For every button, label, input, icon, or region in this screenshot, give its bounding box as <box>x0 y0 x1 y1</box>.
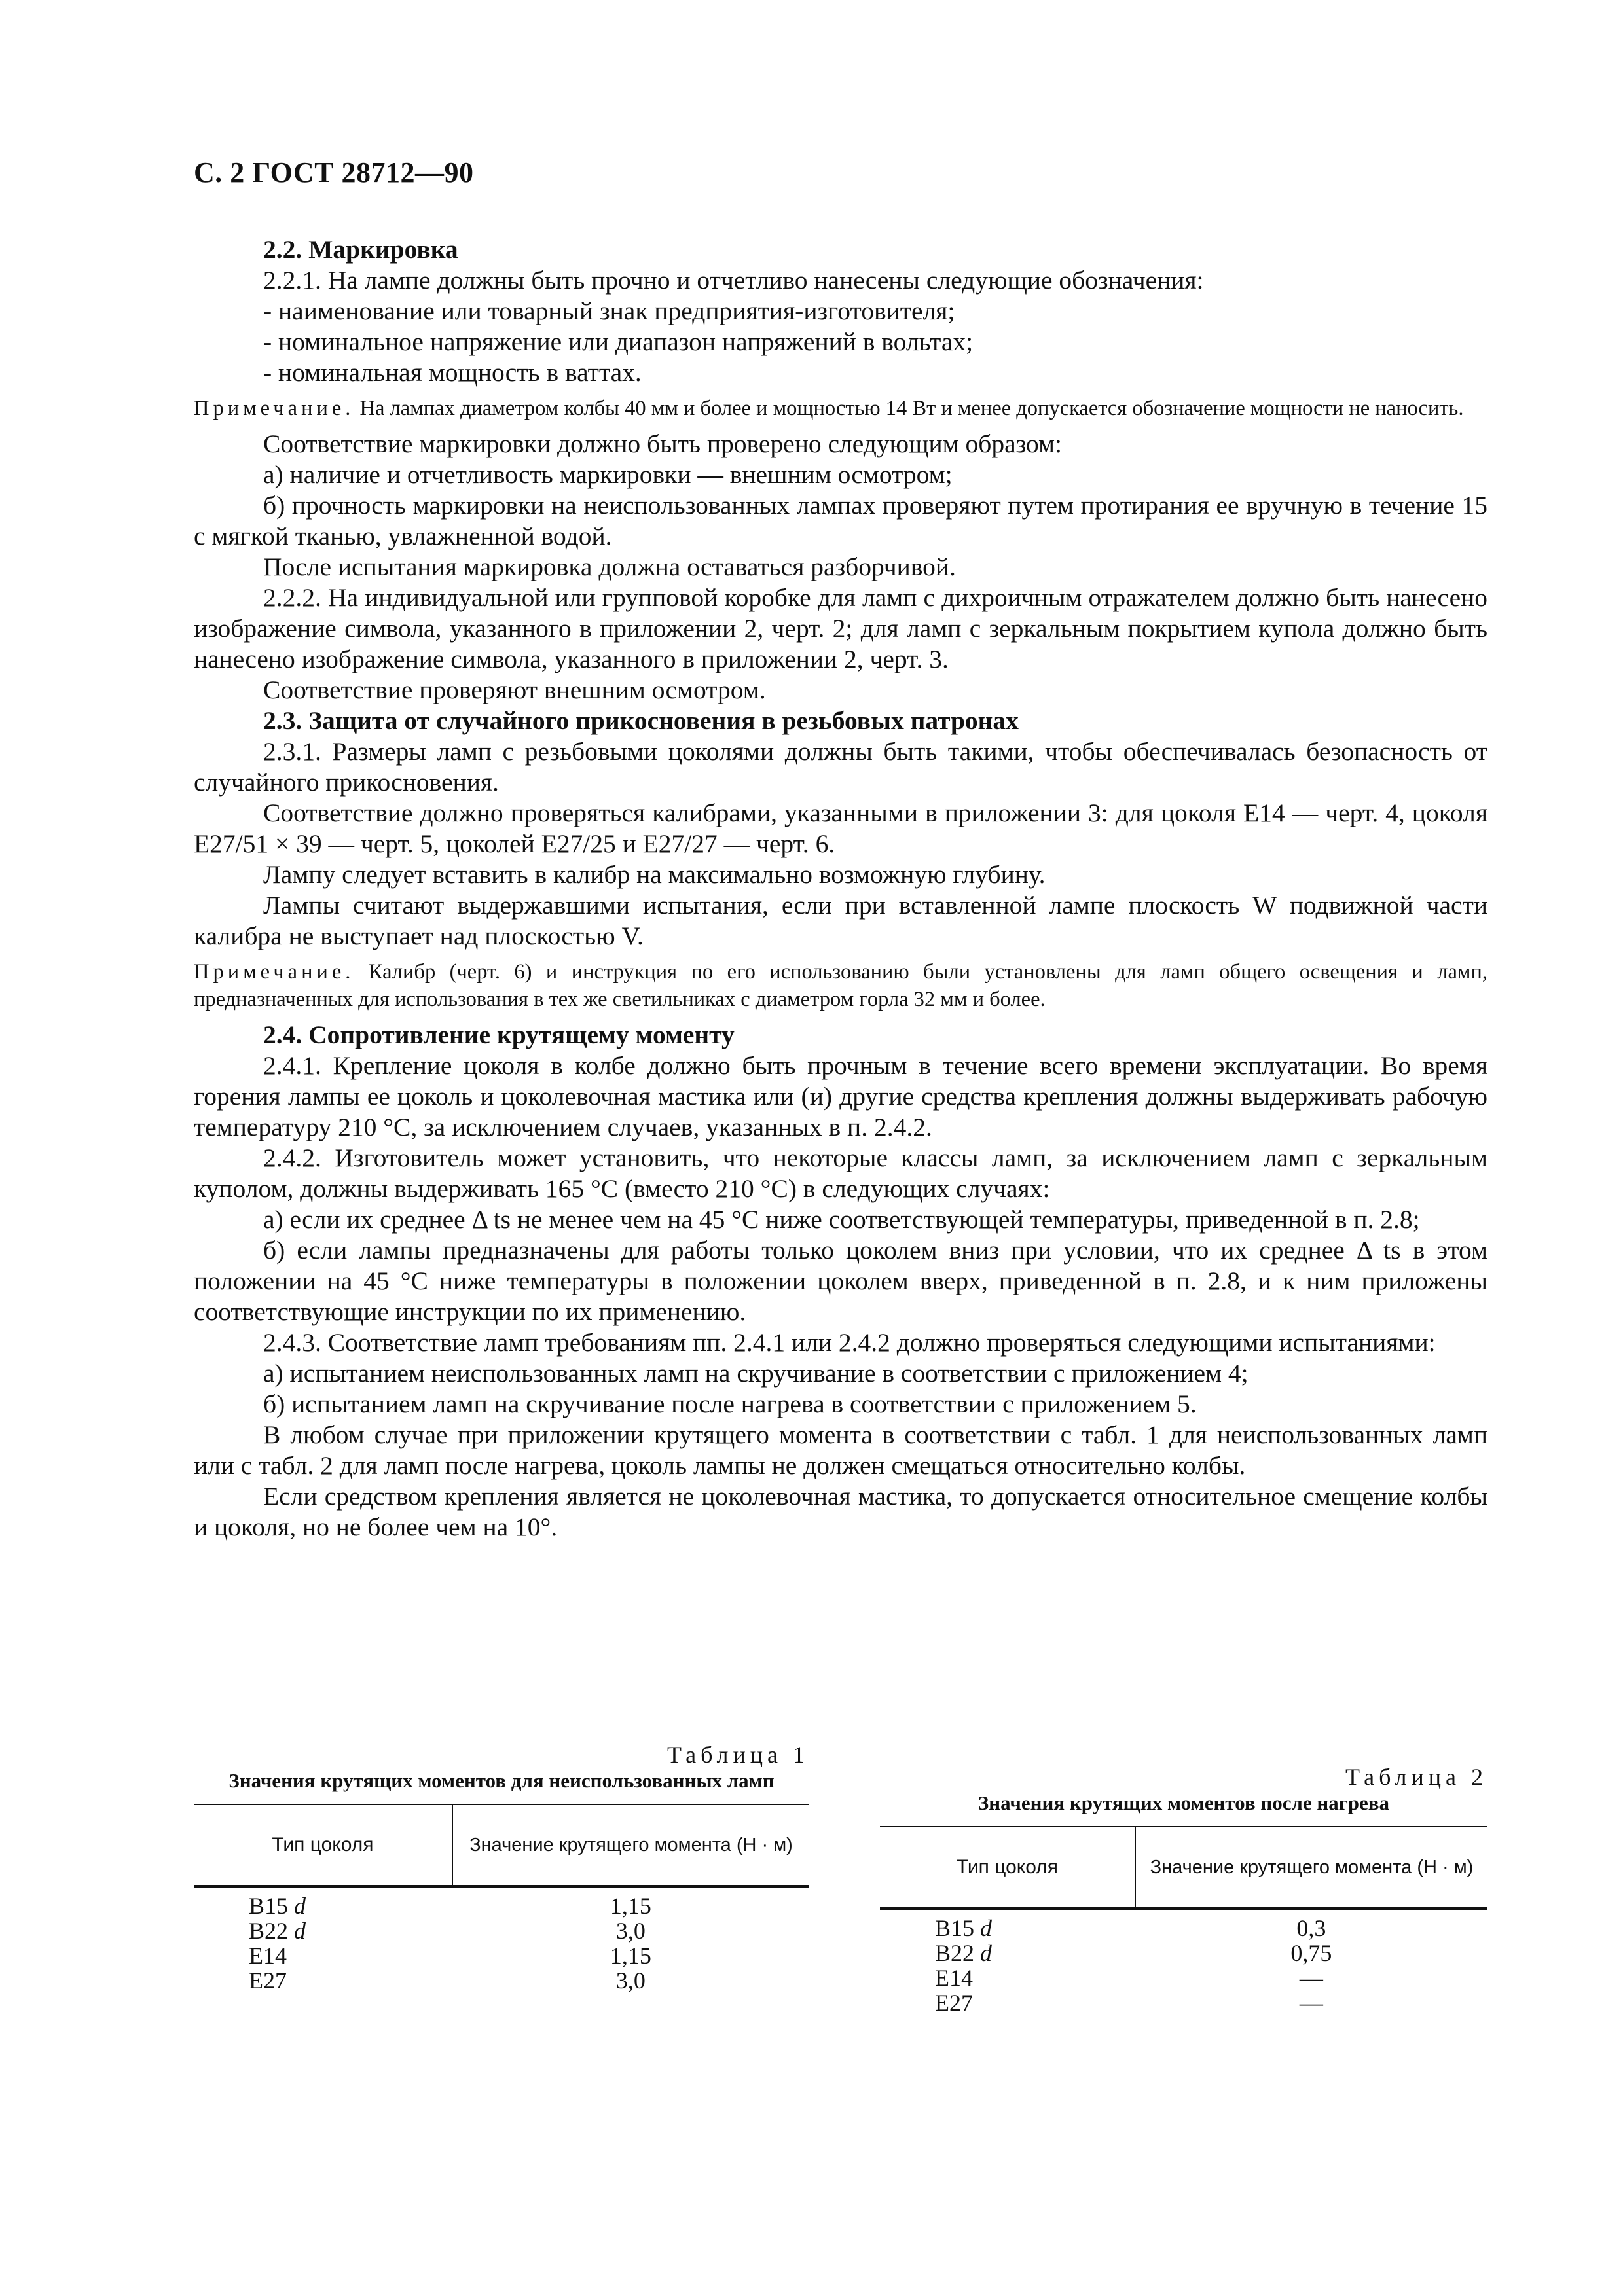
table-row <box>194 1918 809 1943</box>
body-paragraph <box>194 459 1487 490</box>
base-type: E27 <box>249 1967 287 1994</box>
table-row <box>880 1916 1487 1941</box>
paragraph-text: Соответствие маркировки должно быть проверено следующим образом: <box>263 429 1062 458</box>
body-paragraph <box>194 1389 1487 1420</box>
body-paragraph <box>194 357 1487 388</box>
torque-value-cell: 0,75 <box>1290 1940 1332 1966</box>
paragraph-text: 2.4.2. Изготовитель может установить, что некоторые классы ламп, за исключением ламп с зеркальным куполом, должны выдерживать 165 °С (вместо 210 °С) в следующих случаях: <box>194 1143 1487 1203</box>
table-title: Значения крутящих моментов после нагрева <box>977 1791 1390 1814</box>
table-body <box>194 1888 809 1993</box>
paragraph-text: Соответствие проверяют внешним осмотром. <box>263 675 766 704</box>
table-1 <box>194 1741 809 1993</box>
base-type: E14 <box>935 1965 973 1991</box>
note-paragraph <box>194 395 1487 422</box>
paragraph-text: 2.2.2. На индивидуальной или групповой коробке для ламп с дихроичным отражателем должно быть нанесено изображение символа, указанного в приложении 2, черт. 2; для ламп с зеркальным покрытием купола должно быть нанесено изображение символа, указанного в приложении 2, черт. 3. <box>194 583 1487 673</box>
table-row <box>880 1941 1487 1965</box>
section-heading <box>194 1020 1487 1050</box>
body-paragraph <box>194 736 1487 798</box>
body-paragraph <box>194 1204 1487 1235</box>
body-paragraph <box>194 675 1487 706</box>
base-suffix: d <box>294 1918 306 1944</box>
paragraph-text: 2.4.3. Соответствие ламп требованиям пп. 2.4.1 или 2.4.2 должно проверяться следующими испытаниями: <box>263 1328 1436 1357</box>
body-paragraph <box>194 1358 1487 1389</box>
paragraph-text: Соответствие должно проверяться калибрами, указанными в приложении 3: для цоколя E14 — черт. 4, цоколя E27/51 × 39 — черт. 5, цоколей E27/25 и E27/27 — черт. 6. <box>194 798 1487 858</box>
note-text: Калибр (черт. 6) и инструкция по его использованию были установлены для ламп общего освещения и ламп, предназначенных для использования в тех же светильниках с диаметром горла 32 мм и более. <box>194 960 1487 1011</box>
body-paragraph <box>194 327 1487 357</box>
paragraph-text: - номинальное напряжение или диапазон напряжений в вольтах; <box>263 327 974 356</box>
tables-section <box>194 1741 1487 2081</box>
body-paragraph <box>194 890 1487 952</box>
table-number: Таблица 2 <box>1345 1764 1487 1790</box>
paragraph-text: а) наличие и отчетливость маркировки — внешним осмотром; <box>263 460 953 489</box>
paragraph-text: - наименование или товарный знак предприятия-изготовителя; <box>263 296 955 325</box>
body-paragraph <box>194 1481 1487 1543</box>
torque-value-cell: 3,0 <box>615 1918 646 1944</box>
paragraph-text: Если средством крепления является не цоколевочная мастика, то допускается относительное смещение колбы и цоколя, но не более чем на 10°. <box>194 1482 1487 1541</box>
body-paragraph <box>194 552 1487 583</box>
torque-value-cell: 3,0 <box>615 1967 646 1994</box>
base-type-cell <box>194 1893 452 1918</box>
note-label: Примечание. <box>194 397 355 420</box>
paragraph-text: 2.4.1. Крепление цоколя в колбе должно быть прочным в течение всего времени эксплуатации. Во время горения лампы ее цоколь и цоколевочная мастика или (и) другие средства крепления должны выдерживать рабочую температуру 210 °С, за исключением случаев, указанных в п. 2.4.2. <box>194 1051 1487 1141</box>
base-type-cell <box>880 1916 1135 1941</box>
body-paragraph <box>194 1327 1487 1358</box>
base-type: B15 <box>935 1915 975 1941</box>
table-title: Значения крутящих моментов для неиспользованных ламп <box>228 1769 775 1792</box>
torque-value-cell: 1,15 <box>610 1893 651 1919</box>
base-type-cell <box>194 1918 452 1943</box>
paragraph-text: б) прочность маркировки на неиспользованных лампах проверяют путем протирания ее вручную в течение 15 с мягкой тканью, увлажненной водой. <box>194 491 1487 550</box>
header-torque-value: Значение крутящего момента (Н · м) <box>1150 1857 1474 1878</box>
body-paragraph <box>194 429 1487 459</box>
base-type: E27 <box>935 1990 973 2016</box>
paragraph-text: 2.2.1. На лампе должны быть прочно и отчетливо нанесены следующие обозначения: <box>263 266 1204 295</box>
base-suffix: d <box>980 1940 993 1966</box>
body-paragraph <box>194 296 1487 327</box>
body-paragraph <box>194 583 1487 675</box>
paragraph-text: - номинальная мощность в ваттах. <box>263 358 642 387</box>
paragraph-text: Лампу следует вставить в калибр на максимально возможную глубину. <box>263 860 1046 889</box>
table-number: Таблица 1 <box>667 1742 809 1768</box>
header-torque-value: Значение крутящего момента (Н · м) <box>469 1835 793 1856</box>
body-paragraph <box>194 1235 1487 1327</box>
paragraph-text: б) испытанием ламп на скручивание после нагрева в соответствии с приложением 5. <box>263 1390 1197 1418</box>
table-row <box>194 1893 809 1918</box>
table-header <box>880 1826 1487 1910</box>
table-row <box>880 1990 1487 2015</box>
document-body <box>194 234 1487 1543</box>
paragraph-text: После испытания маркировка должна оставаться разборчивой. <box>263 552 956 581</box>
section-heading <box>194 706 1487 736</box>
paragraph-text: В любом случае при приложении крутящего момента в соответствии с табл. 1 для неиспользованных ламп или с табл. 2 для ламп после нагрева, цоколь лампы не должен смещаться относительно колбы. <box>194 1420 1487 1480</box>
section-heading <box>194 234 1487 265</box>
torque-value-cell: 0,3 <box>1296 1915 1326 1941</box>
paragraph-text: Лампы считают выдержавшими испытания, если при вставленной лампе плоскость W подвижной части калибра не выступает над плоскостью V. <box>194 891 1487 950</box>
base-type-cell <box>880 1965 1135 1990</box>
table-body <box>880 1910 1487 2015</box>
paragraph-text: б) если лампы предназначены для работы только цоколем вниз при условии, что их среднее Δ ts в этом положении на 45 °С ниже температуры в положении цоколем вверх, приведенной в п. 2.8, и к ним приложены соответствующие инструкции по их применению. <box>194 1236 1487 1326</box>
heading-text: 2.4. Сопротивление крутящему моменту <box>263 1020 735 1049</box>
header-base-type: Тип цоколя <box>880 1827 1136 1907</box>
body-paragraph <box>194 798 1487 859</box>
paragraph-text: а) если их среднее Δ ts не менее чем на 45 °С ниже соответствующей температуры, приведенной в п. 2.8; <box>263 1205 1420 1234</box>
heading-text: 2.2. Маркировка <box>263 235 458 264</box>
body-paragraph <box>194 490 1487 552</box>
header-base-type: Тип цоколя <box>194 1805 453 1885</box>
base-type: B22 <box>249 1918 289 1944</box>
torque-value-cell: — <box>1299 1990 1323 2016</box>
base-type-cell <box>194 1943 452 1968</box>
body-paragraph <box>194 1143 1487 1204</box>
base-type-cell <box>880 1941 1135 1965</box>
note-paragraph <box>194 958 1487 1013</box>
table-2 <box>880 1763 1487 2015</box>
table-row <box>194 1943 809 1968</box>
base-suffix: d <box>294 1893 306 1919</box>
body-paragraph <box>194 1050 1487 1143</box>
heading-text: 2.3. Защита от случайного прикосновения в резьбовых патронах <box>263 706 1019 735</box>
body-paragraph <box>194 265 1487 296</box>
paragraph-text: 2.3.1. Размеры ламп с резьбовыми цоколями должны быть такими, чтобы обеспечивалась безопасность от случайного прикосновения. <box>194 737 1487 797</box>
base-type-cell <box>880 1990 1135 2015</box>
table-row <box>880 1965 1487 1990</box>
table-header <box>194 1804 809 1888</box>
paragraph-text: а) испытанием неиспользованных ламп на скручивание в соответствии с приложением 4; <box>263 1359 1249 1388</box>
base-type: E14 <box>249 1943 287 1969</box>
page-header: С. 2 ГОСТ 28712—90 <box>194 156 474 188</box>
note-text: На лампах диаметром колбы 40 мм и более и мощностью 14 Вт и менее допускается обозначение мощности не наносить. <box>354 397 1464 420</box>
base-type: B15 <box>249 1893 289 1919</box>
torque-value-cell: — <box>1299 1965 1323 1991</box>
base-type-cell <box>194 1968 452 1993</box>
base-suffix: d <box>980 1915 993 1941</box>
body-paragraph <box>194 859 1487 890</box>
torque-value-cell: 1,15 <box>610 1943 651 1969</box>
table-row <box>194 1968 809 1993</box>
base-type: B22 <box>935 1940 975 1966</box>
note-label: Примечание. <box>194 960 355 984</box>
body-paragraph <box>194 1420 1487 1481</box>
